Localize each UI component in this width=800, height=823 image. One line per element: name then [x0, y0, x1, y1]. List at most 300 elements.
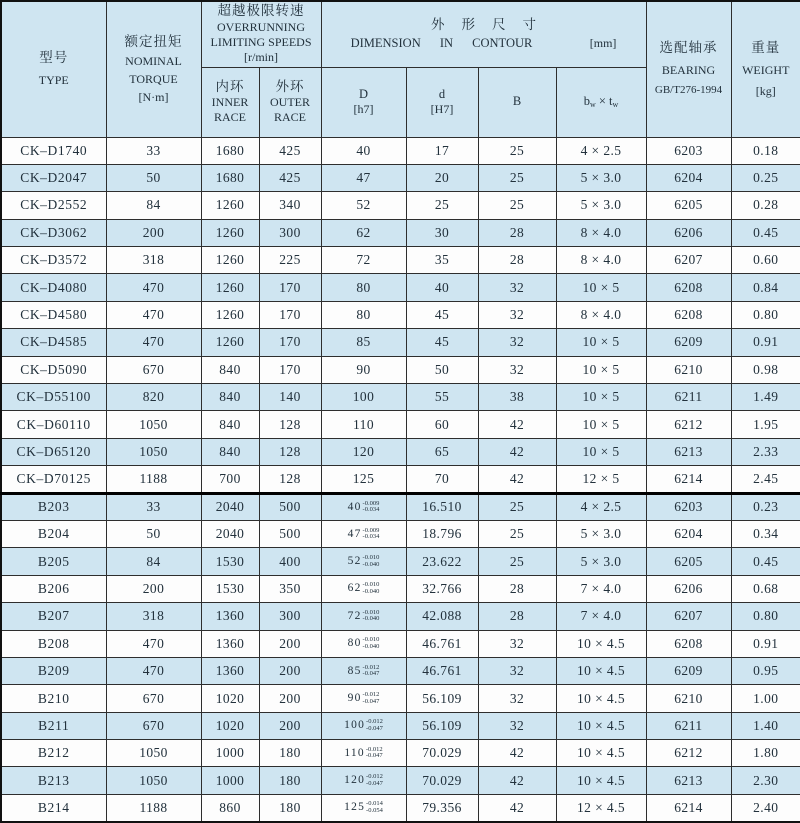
table-row: [1, 329, 800, 356]
cell-width-B: 28: [478, 603, 556, 630]
cell-outer-diameter: 90: [321, 356, 406, 383]
cell-torque: 470: [106, 329, 201, 356]
cell-type: B211: [1, 712, 106, 739]
header-inner-race-zh: 内环: [215, 78, 245, 94]
cell-outer-race: 200: [259, 685, 321, 712]
cell-bearing: 6209: [646, 329, 731, 356]
diameter-value: 120: [344, 774, 366, 787]
cell-bore-diameter: 23.622: [406, 548, 478, 575]
cell-bore-diameter: 35: [406, 247, 478, 274]
cell-bore-diameter: 45: [406, 329, 478, 356]
table-row: [1, 603, 800, 630]
cell-outer-race: 180: [259, 794, 321, 822]
diameter-tolerance: -0.012 -0.047: [366, 773, 383, 787]
diameter-value: 80: [347, 637, 362, 650]
cell-inner-race: 2040: [201, 520, 259, 547]
header-col-d: [406, 67, 478, 137]
cell-weight: 0.84: [731, 274, 800, 301]
diameter-value: 100: [344, 719, 366, 732]
header-torque-en1: NOMINAL: [125, 53, 182, 68]
cell-width-B: 32: [478, 356, 556, 383]
cell-width-B: 28: [478, 219, 556, 246]
cell-torque: 670: [106, 685, 201, 712]
cell-weight: 0.25: [731, 164, 800, 191]
header-type-zh: 型号: [39, 50, 69, 66]
cell-type: CK–D2047: [1, 164, 106, 191]
diameter-tolerance: -0.009 -0.034: [362, 499, 380, 514]
table-row: [1, 520, 800, 547]
diameter-value: 85: [347, 664, 362, 677]
cell-outer-race: 400: [259, 548, 321, 575]
diameter-value: 72: [347, 609, 362, 622]
cell-width-B: 25: [478, 137, 556, 164]
header-weight-zh: 重量: [751, 39, 781, 55]
cell-bearing: 6210: [646, 685, 731, 712]
cell-torque: 470: [106, 630, 201, 657]
cell-bore-diameter: 56.109: [406, 712, 478, 739]
cell-bearing: 6209: [646, 657, 731, 684]
diameter-tolerance: -0.009 -0.034: [362, 526, 380, 541]
table-row: [1, 712, 800, 739]
cell-bearing: 6205: [646, 192, 731, 219]
header-col-D-tolerance: [h7]: [353, 102, 374, 117]
cell-width-B: 32: [478, 630, 556, 657]
cell-inner-race: 1020: [201, 685, 259, 712]
header-dimension-en-text: DIMENSION IN CONTOUR: [350, 36, 533, 51]
diameter-value: 90: [347, 692, 362, 705]
cell-outer-race: 200: [259, 712, 321, 739]
cell-inner-race: 1680: [201, 164, 259, 191]
cell-torque: 470: [106, 657, 201, 684]
cell-weight: 2.45: [731, 466, 800, 493]
cell-width-B: 42: [478, 794, 556, 822]
cell-outer-diameter: [321, 740, 406, 767]
header-col-d-symbol: d: [438, 86, 446, 101]
cell-weight: 2.33: [731, 438, 800, 465]
cell-width-B: 42: [478, 438, 556, 465]
cell-width-B: 32: [478, 657, 556, 684]
cell-bore-diameter: 70: [406, 466, 478, 493]
cell-outer-diameter: 120: [321, 438, 406, 465]
cell-weight: 0.18: [731, 137, 800, 164]
cell-keyway: 12 × 4.5: [556, 794, 646, 822]
cell-outer-race: 200: [259, 630, 321, 657]
cell-keyway: 10 × 5: [556, 356, 646, 383]
cell-bearing: 6204: [646, 164, 731, 191]
cell-torque: 200: [106, 575, 201, 602]
cell-width-B: 32: [478, 329, 556, 356]
cell-width-B: 25: [478, 548, 556, 575]
diameter-value: 52: [347, 555, 362, 568]
cell-width-B: 32: [478, 301, 556, 328]
cell-inner-race: 1360: [201, 603, 259, 630]
cell-keyway: 10 × 5: [556, 438, 646, 465]
cell-outer-diameter: 47: [321, 164, 406, 191]
diameter-tolerance: -0.010 -0.040: [362, 636, 380, 650]
cell-type: CK–D65120: [1, 438, 106, 465]
cell-bearing: 6214: [646, 794, 731, 822]
cell-inner-race: 2040: [201, 493, 259, 520]
cell-keyway: 10 × 5: [556, 329, 646, 356]
cell-torque: 84: [106, 548, 201, 575]
cell-bore-diameter: 40: [406, 274, 478, 301]
cell-bearing: 6208: [646, 274, 731, 301]
cell-outer-diameter: [321, 685, 406, 712]
diameter-tolerance: -0.010 -0.040: [362, 581, 380, 595]
cell-bearing: 6205: [646, 548, 731, 575]
cell-weight: 0.98: [731, 356, 800, 383]
cell-weight: 0.68: [731, 575, 800, 602]
cell-weight: 0.34: [731, 520, 800, 547]
cell-torque: 670: [106, 356, 201, 383]
cell-type: CK–D55100: [1, 384, 106, 411]
cell-keyway: 10 × 4.5: [556, 767, 646, 794]
cell-inner-race: 1260: [201, 274, 259, 301]
cell-width-B: 42: [478, 411, 556, 438]
cell-inner-race: 1360: [201, 630, 259, 657]
header-outer-race-zh: 外环: [275, 78, 305, 94]
cell-keyway: 8 × 4.0: [556, 247, 646, 274]
cell-type: B213: [1, 767, 106, 794]
header-bearing-en: BEARING: [661, 63, 716, 78]
cell-bore-diameter: 50: [406, 356, 478, 383]
cell-bore-diameter: 42.088: [406, 603, 478, 630]
header-col-B-symbol: B: [512, 94, 522, 109]
table-row: [1, 794, 800, 822]
cell-bore-diameter: 70.029: [406, 767, 478, 794]
cell-type: B206: [1, 575, 106, 602]
cell-torque: 50: [106, 520, 201, 547]
header-speeds-unit: [r/min]: [244, 50, 278, 65]
cell-bearing: 6207: [646, 603, 731, 630]
cell-type: CK–D1740: [1, 137, 106, 164]
cell-inner-race: 840: [201, 438, 259, 465]
cell-outer-diameter: 85: [321, 329, 406, 356]
cell-type: B214: [1, 794, 106, 822]
cell-outer-race: 170: [259, 274, 321, 301]
cell-outer-diameter: 110: [321, 411, 406, 438]
table-row: [1, 137, 800, 164]
cell-width-B: 25: [478, 493, 556, 520]
cell-weight: 2.30: [731, 767, 800, 794]
header-weight-unit: [kg]: [755, 83, 776, 98]
cell-bearing: 6204: [646, 520, 731, 547]
header-bearing-zh: 选配轴承: [659, 40, 718, 56]
table-row: [1, 164, 800, 191]
cell-weight: 0.80: [731, 301, 800, 328]
diameter-tolerance: -0.010 -0.040: [362, 554, 380, 568]
cell-weight: 0.95: [731, 657, 800, 684]
cell-keyway: 10 × 5: [556, 411, 646, 438]
cell-width-B: 28: [478, 247, 556, 274]
cell-bore-diameter: 20: [406, 164, 478, 191]
cell-type: B209: [1, 657, 106, 684]
cell-weight: 0.23: [731, 493, 800, 520]
cell-inner-race: 840: [201, 411, 259, 438]
cell-outer-diameter: [321, 493, 406, 520]
header-outer-race-en1: OUTER: [270, 95, 310, 110]
cell-keyway: 5 × 3.0: [556, 192, 646, 219]
cell-weight: 1.49: [731, 384, 800, 411]
cell-type: CK–D3572: [1, 247, 106, 274]
cell-outer-race: 500: [259, 520, 321, 547]
header-speeds-zh: 超越极限转速: [217, 3, 305, 19]
cell-width-B: 25: [478, 520, 556, 547]
header-outer-race: [259, 67, 321, 137]
cell-outer-diameter: [321, 548, 406, 575]
cell-keyway: 10 × 4.5: [556, 657, 646, 684]
cell-keyway: 10 × 4.5: [556, 630, 646, 657]
cell-width-B: 28: [478, 575, 556, 602]
cell-outer-race: 128: [259, 438, 321, 465]
cell-outer-race: 225: [259, 247, 321, 274]
cell-inner-race: 840: [201, 356, 259, 383]
cell-bore-diameter: 25: [406, 192, 478, 219]
cell-type: B212: [1, 740, 106, 767]
diameter-tolerance: -0.010 -0.040: [362, 608, 380, 623]
cell-bearing: 6212: [646, 740, 731, 767]
cell-keyway: 7 × 4.0: [556, 575, 646, 602]
cell-inner-race: 1360: [201, 657, 259, 684]
cell-outer-diameter: 40: [321, 137, 406, 164]
header-torque: [106, 1, 201, 137]
cell-torque: 1050: [106, 438, 201, 465]
table-row: [1, 301, 800, 328]
cell-outer-diameter: 72: [321, 247, 406, 274]
cell-width-B: 25: [478, 164, 556, 191]
cell-bore-diameter: 18.796: [406, 520, 478, 547]
header-speeds-en2: LIMITING SPEEDS: [210, 35, 312, 50]
cell-type: B204: [1, 520, 106, 547]
cell-inner-race: 1680: [201, 137, 259, 164]
diameter-value: 40: [347, 500, 362, 513]
cell-outer-race: 425: [259, 137, 321, 164]
cell-torque: 470: [106, 301, 201, 328]
cell-outer-race: 128: [259, 411, 321, 438]
table-row: [1, 274, 800, 301]
cell-torque: 1188: [106, 466, 201, 493]
cell-outer-race: 350: [259, 575, 321, 602]
cell-bore-diameter: 56.109: [406, 685, 478, 712]
table-row: [1, 548, 800, 575]
header-weight-en: WEIGHT: [742, 62, 790, 77]
cell-width-B: 32: [478, 712, 556, 739]
cell-bearing: 6206: [646, 575, 731, 602]
cell-type: B207: [1, 603, 106, 630]
cell-bore-diameter: 16.510: [406, 493, 478, 520]
cell-torque: 1188: [106, 794, 201, 822]
cell-bearing: 6211: [646, 712, 731, 739]
table-row: [1, 438, 800, 465]
cell-weight: 1.95: [731, 411, 800, 438]
cell-outer-race: 180: [259, 740, 321, 767]
cell-width-B: 32: [478, 274, 556, 301]
cell-width-B: 32: [478, 685, 556, 712]
cell-bearing: 6203: [646, 137, 731, 164]
cell-torque: 318: [106, 247, 201, 274]
table-header: [1, 1, 800, 137]
header-dimension: [321, 1, 646, 67]
header-outer-race-en2: RACE: [273, 110, 306, 125]
header-bearing: [646, 1, 731, 137]
header-speeds: [201, 1, 321, 67]
cell-bearing: 6210: [646, 356, 731, 383]
header-col-B: [478, 67, 556, 137]
diameter-value: 110: [344, 746, 365, 759]
cell-outer-diameter: 80: [321, 301, 406, 328]
cell-type: CK–D5090: [1, 356, 106, 383]
cell-torque: 33: [106, 137, 201, 164]
cell-weight: 1.80: [731, 740, 800, 767]
cell-weight: 2.40: [731, 794, 800, 822]
cell-weight: 0.91: [731, 630, 800, 657]
cell-width-B: 42: [478, 466, 556, 493]
cell-type: CK–D2552: [1, 192, 106, 219]
header-torque-zh: 额定扭矩: [124, 33, 183, 49]
cell-torque: 84: [106, 192, 201, 219]
cell-keyway: 12 × 5: [556, 466, 646, 493]
cell-type: B210: [1, 685, 106, 712]
cell-outer-diameter: 100: [321, 384, 406, 411]
cell-type: CK–D4580: [1, 301, 106, 328]
cell-inner-race: 860: [201, 794, 259, 822]
cell-bore-diameter: 17: [406, 137, 478, 164]
cell-keyway: 4 × 2.5: [556, 493, 646, 520]
cell-outer-diameter: 80: [321, 274, 406, 301]
cell-inner-race: 1530: [201, 575, 259, 602]
cell-keyway: 4 × 2.5: [556, 137, 646, 164]
header-torque-en2: TORQUE: [129, 71, 178, 86]
header-dimension-zh: 外形尺寸: [431, 16, 553, 32]
table-row: [1, 384, 800, 411]
cell-bearing: 6208: [646, 301, 731, 328]
cell-type: CK–D3062: [1, 219, 106, 246]
cell-outer-diameter: 52: [321, 192, 406, 219]
cell-inner-race: 1530: [201, 548, 259, 575]
cell-keyway: 8 × 4.0: [556, 301, 646, 328]
cell-bearing: 6212: [646, 411, 731, 438]
cell-outer-race: 170: [259, 356, 321, 383]
cell-torque: 1050: [106, 767, 201, 794]
cell-type: B205: [1, 548, 106, 575]
table-row: [1, 466, 800, 493]
cell-type: B208: [1, 630, 106, 657]
cell-width-B: 25: [478, 192, 556, 219]
cell-bearing: 6213: [646, 438, 731, 465]
cell-type: CK–D70125: [1, 466, 106, 493]
cell-keyway: 8 × 4.0: [556, 219, 646, 246]
diameter-tolerance: -0.012 -0.047: [365, 745, 383, 760]
cell-outer-diameter: [321, 767, 406, 794]
table-body: [1, 137, 800, 822]
cell-outer-race: 300: [259, 219, 321, 246]
header-col-D: [321, 67, 406, 137]
cell-keyway: 7 × 4.0: [556, 603, 646, 630]
cell-outer-race: 170: [259, 301, 321, 328]
cell-inner-race: 700: [201, 466, 259, 493]
cell-torque: 33: [106, 493, 201, 520]
cell-inner-race: 1260: [201, 192, 259, 219]
cell-inner-race: 1260: [201, 301, 259, 328]
cell-outer-race: 180: [259, 767, 321, 794]
cell-outer-race: 340: [259, 192, 321, 219]
cell-keyway: 10 × 5: [556, 274, 646, 301]
cell-torque: 820: [106, 384, 201, 411]
cell-width-B: 38: [478, 384, 556, 411]
table-row: [1, 685, 800, 712]
cell-bearing: 6203: [646, 493, 731, 520]
cell-keyway: 10 × 4.5: [556, 740, 646, 767]
cell-bore-diameter: 70.029: [406, 740, 478, 767]
cell-keyway: 10 × 5: [556, 384, 646, 411]
cell-bearing: 6214: [646, 466, 731, 493]
cell-outer-race: 300: [259, 603, 321, 630]
table-row: [1, 575, 800, 602]
header-dimension-en: [351, 36, 617, 52]
diameter-tolerance: -0.012 -0.047: [362, 691, 380, 705]
cell-torque: 1050: [106, 411, 201, 438]
cell-torque: 200: [106, 219, 201, 246]
table-row: [1, 493, 800, 520]
diameter-value: 62: [347, 582, 362, 595]
cell-outer-diameter: 125: [321, 466, 406, 493]
cell-outer-diameter: [321, 575, 406, 602]
cell-torque: 50: [106, 164, 201, 191]
cell-inner-race: 1260: [201, 329, 259, 356]
table-row: [1, 767, 800, 794]
cell-bearing: 6208: [646, 630, 731, 657]
cell-weight: 1.00: [731, 685, 800, 712]
table-row: [1, 411, 800, 438]
header-inner-race: [201, 67, 259, 137]
cell-bore-diameter: 45: [406, 301, 478, 328]
cell-outer-race: 128: [259, 466, 321, 493]
diameter-tolerance: -0.012 -0.047: [366, 718, 383, 732]
cell-bore-diameter: 46.761: [406, 630, 478, 657]
cell-bearing: 6206: [646, 219, 731, 246]
cell-inner-race: 1000: [201, 767, 259, 794]
cell-bore-diameter: 32.766: [406, 575, 478, 602]
cell-weight: 0.80: [731, 603, 800, 630]
cell-keyway: 10 × 4.5: [556, 685, 646, 712]
cell-weight: 0.60: [731, 247, 800, 274]
cell-keyway: 10 × 4.5: [556, 712, 646, 739]
table-row: [1, 192, 800, 219]
cell-width-B: 42: [478, 740, 556, 767]
cell-outer-race: 200: [259, 657, 321, 684]
header-type-en: TYPE: [38, 73, 69, 88]
cell-bore-diameter: 79.356: [406, 794, 478, 822]
header-bearing-std: GB/T276-1994: [654, 84, 723, 97]
table-row: [1, 356, 800, 383]
cell-keyway: 5 × 3.0: [556, 164, 646, 191]
diameter-value: 47: [347, 527, 362, 540]
diameter-tolerance: -0.014 -0.054: [366, 800, 383, 814]
cell-outer-race: 425: [259, 164, 321, 191]
cell-bore-diameter: 55: [406, 384, 478, 411]
cell-outer-race: 500: [259, 493, 321, 520]
cell-bearing: 6207: [646, 247, 731, 274]
cell-bore-diameter: 30: [406, 219, 478, 246]
cell-torque: 470: [106, 274, 201, 301]
cell-keyway: 5 × 3.0: [556, 548, 646, 575]
header-col-D-symbol: D: [358, 86, 369, 101]
cell-inner-race: 1260: [201, 219, 259, 246]
cell-torque: 1050: [106, 740, 201, 767]
cell-outer-diameter: [321, 630, 406, 657]
cell-inner-race: 1020: [201, 712, 259, 739]
table-row: [1, 657, 800, 684]
